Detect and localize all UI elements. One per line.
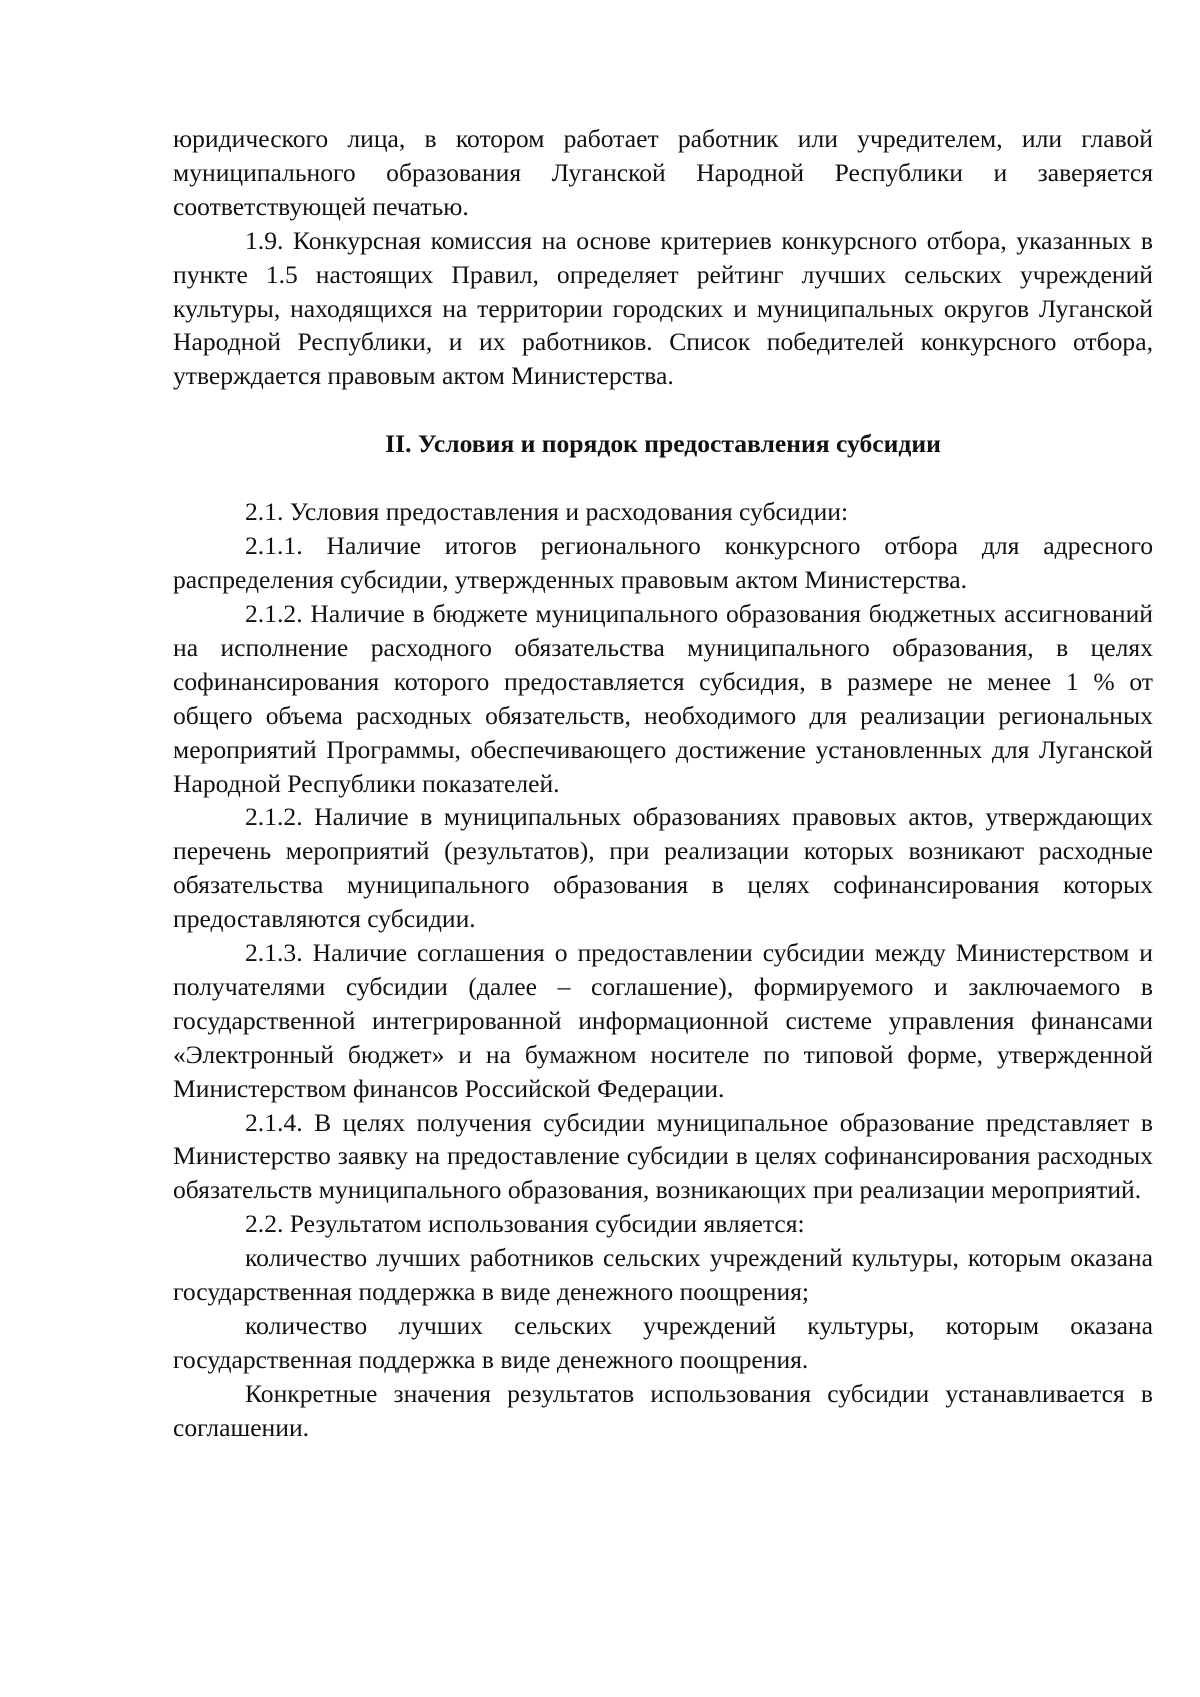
paragraph-final: Конкретные значения результатов использования субсидии устанавливается в соглашении. <box>173 1378 1153 1442</box>
paragraph-2-1-1: 2.1.1. Наличие итогов регионального конкурсного отбора для адресного распределения субсидии, утвержденных правовым актом Министерства. <box>173 531 1153 595</box>
paragraph-2-1-3: 2.1.3. Наличие соглашения о предоставлении субсидии между Министерством и получателями субсидии (далее – соглашение), формируемого и заключаемого в государственной интегрированной информационной системе управления финансами «Электронный бюджет» и на бумажном носителе по типовой форме, утвержденной Министерством финансов Российской Федерации. <box>173 938 1153 1103</box>
intro-paragraph: юридического лица, в котором работает работник или учредителем, или главой муниципального образования Луганской Народной Республики и заверяется соответствующей печатью. <box>173 124 1153 221</box>
paragraph-2-1: 2.1. Условия предоставления и расходования субсидии: <box>245 497 849 527</box>
paragraph-2-1-2-budget: 2.1.2. Наличие в бюджете муниципального образования бюджетных ассигнований на исполнение расходного обязательства муниципального образования, в целях софинансирования которого предоставляется субсидия, в размере не менее 1 % от общего объема расходных обязательств, необходимого для реализации региональных мероприятий Программы, обеспечивающего достижение установленных для Луганской Народной Республики показателей. <box>173 598 1153 798</box>
paragraph-2-1-2-acts: 2.1.2. Наличие в муниципальных образованиях правовых актов, утверждающих перечень мероприятий (результатов), при реализации которых возникают расходные обязательства муниципального образования в целях софинансирования которых предоставляются субсидии. <box>173 802 1153 934</box>
paragraph-2-2: 2.2. Результатом использования субсидии является: <box>245 1209 805 1239</box>
paragraph-result-institutions: количество лучших сельских учреждений культуры, которым оказана государственная поддержка в виде денежного поощрения. <box>173 1311 1153 1374</box>
paragraph-2-1-4: 2.1.4. В целях получения субсидии муниципальное образование представляет в Министерство заявку на предоставление субсидии в целях софинансирования расходных обязательств муниципального образования, возникающих при реализации мероприятий. <box>173 1107 1153 1205</box>
paragraph-result-workers: количество лучших работников сельских учреждений культуры, которым оказана государственная поддержка в виде денежного поощрения; <box>173 1243 1153 1307</box>
document-page <box>173 122 1153 1445</box>
section-heading: II. Условия и порядок предоставления субсидии <box>385 429 941 459</box>
paragraph-1-9: 1.9. Конкурсная комиссия на основе критериев конкурсного отбора, указанных в пункте 1.5 настоящих Правил, определяет рейтинг лучших сельских учреждений культуры, находящихся на территории городских и муниципальных округов Луганской Народной Республики, и их работников. Список победителей конкурсного отбора, утверждается правовым актом Министерства. <box>173 225 1153 391</box>
